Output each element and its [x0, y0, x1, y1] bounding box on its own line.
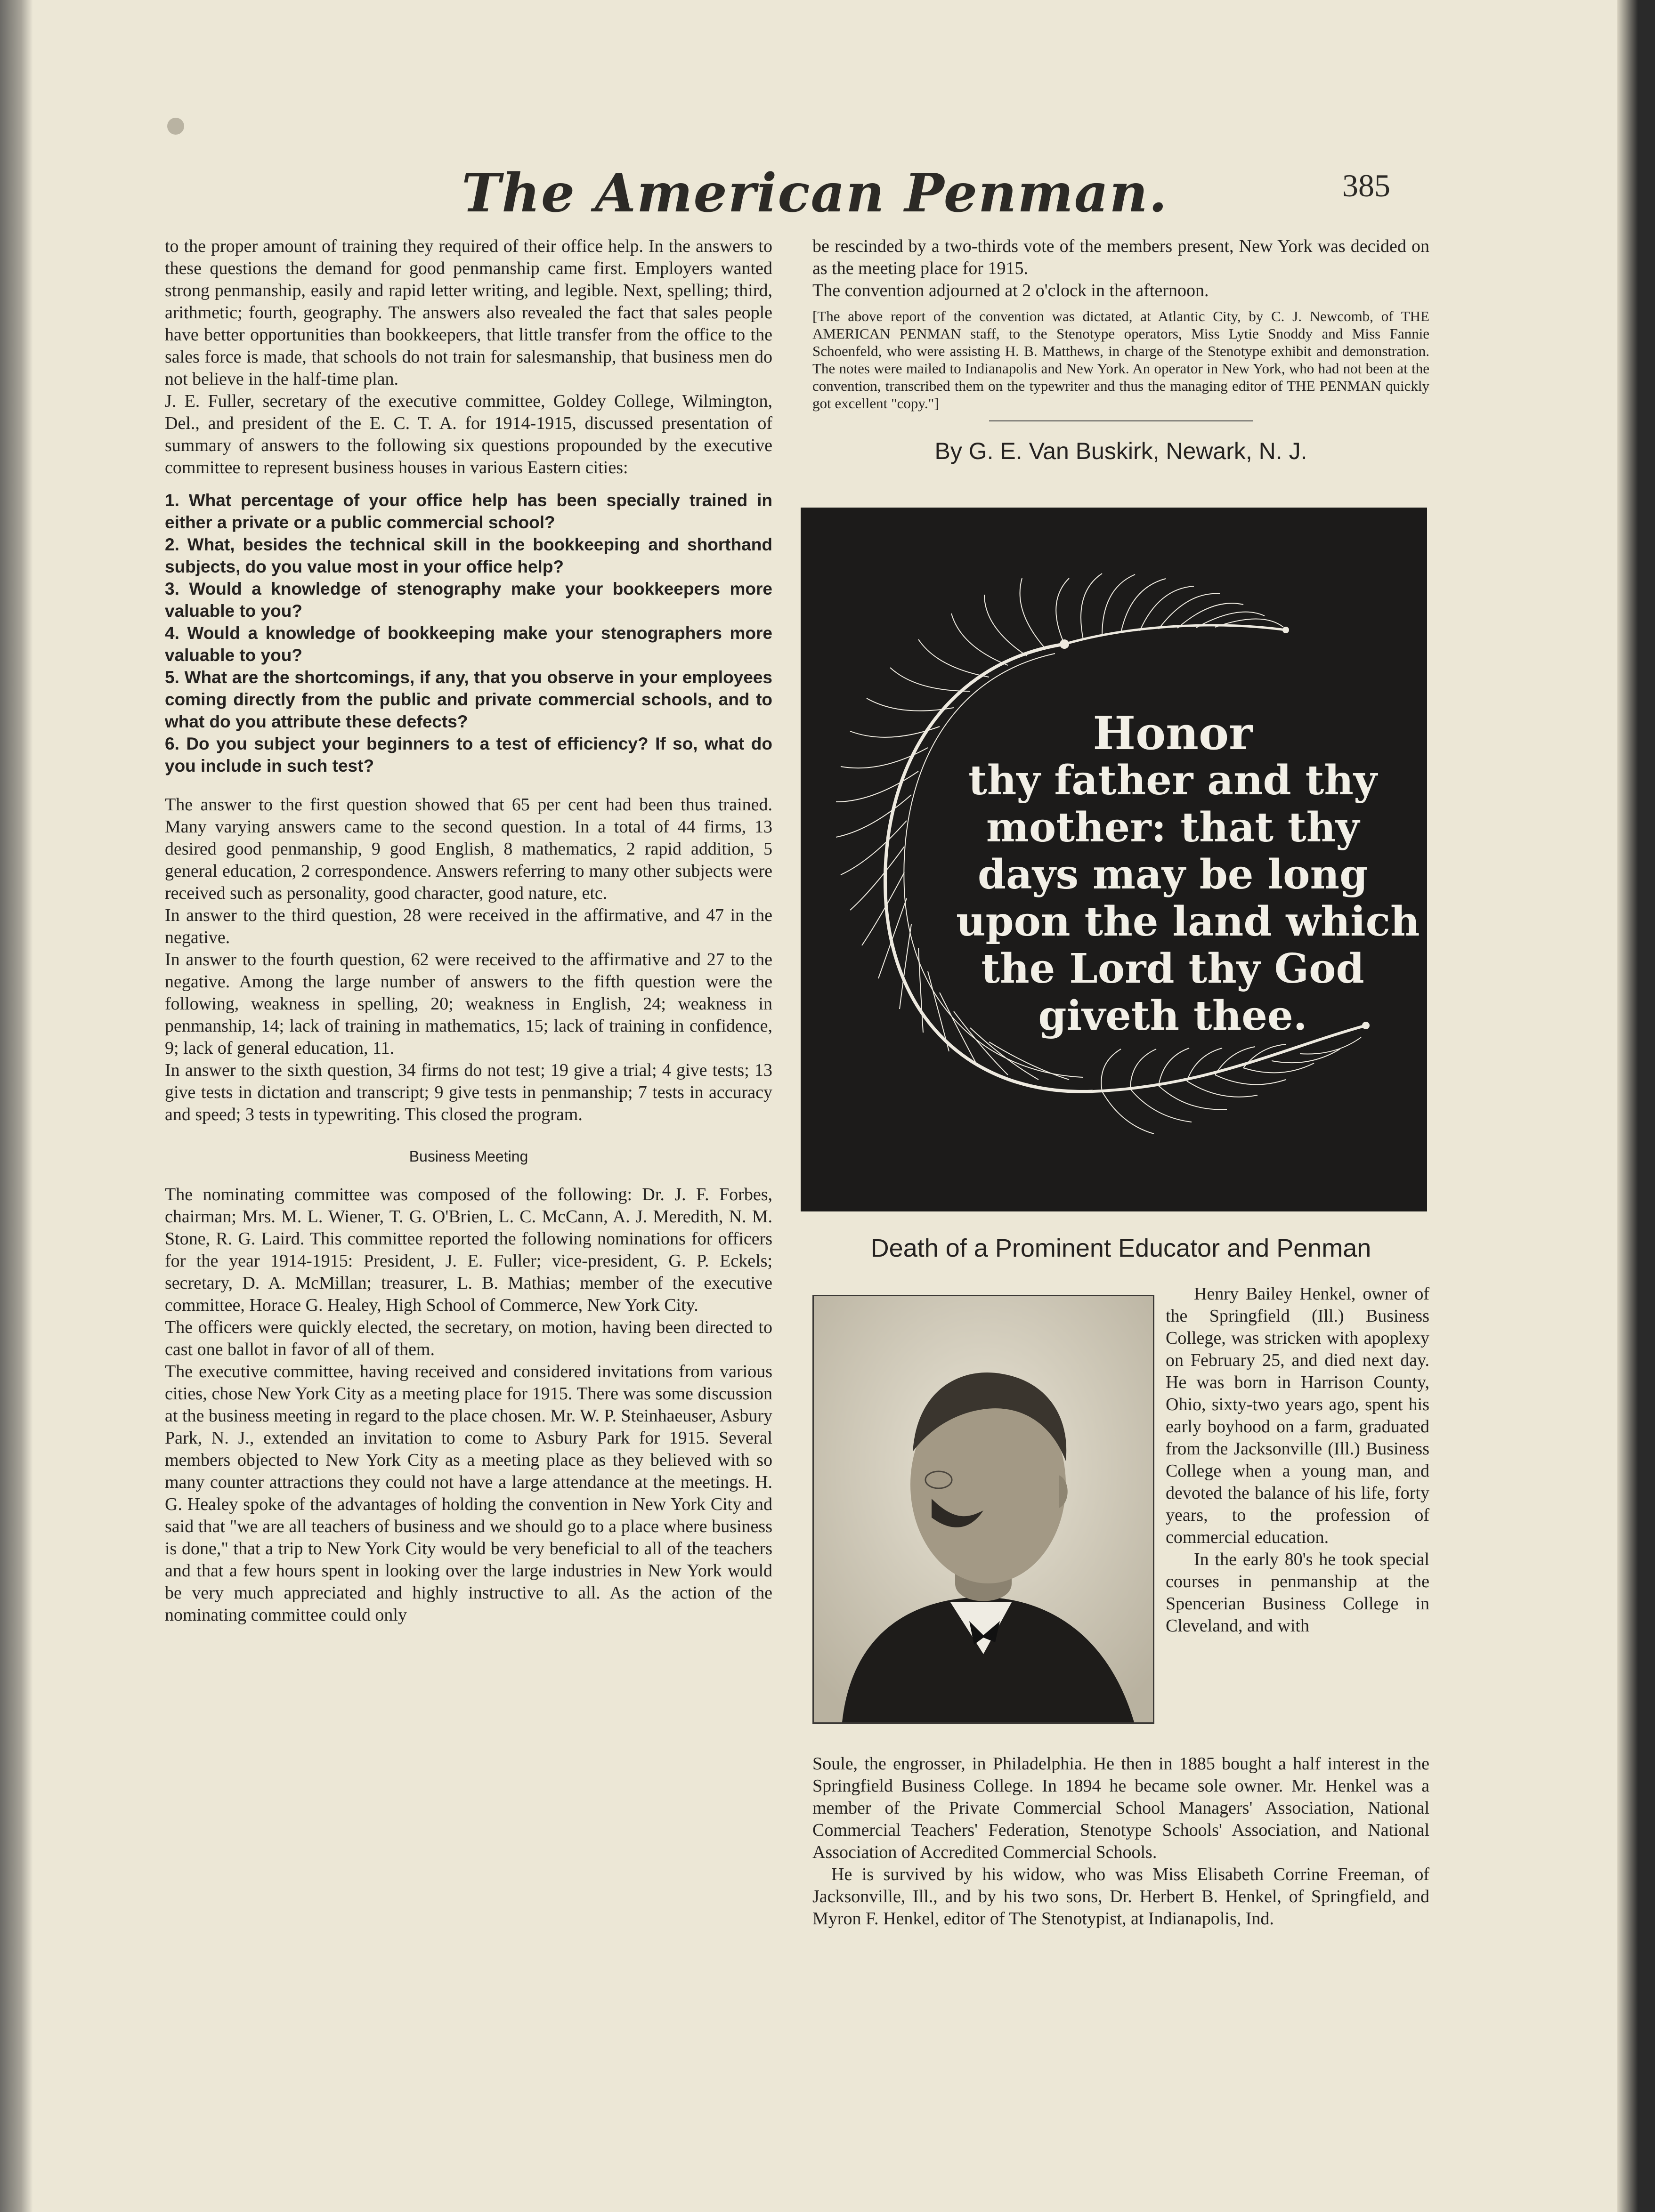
obituary-heading: Death of a Prominent Educator and Penman: [870, 1234, 1371, 1262]
artwork-line: mother: that thy: [986, 804, 1360, 851]
question-item: 5. What are the shortcomings, if any, that you observe in your employees coming directly from the public and private commercial schools, and to what do you attribute these defects?: [165, 668, 772, 731]
paragraph: In answer to the sixth question, 34 firms do not test; 19 give a trial; 4 give tests; 13 give tests in dictation and transcript; 9 give tests in penmanship; 7 tests in accuracy and speed; 3 tests in typewriting. This closed the program.: [165, 1060, 772, 1124]
question-item: 6. Do you subject your beginners to a test of efficiency? If so, what do you include in such test?: [165, 734, 772, 775]
questions-list: [165, 489, 772, 777]
artwork-line: Honor: [1093, 707, 1253, 760]
paragraph: be rescinded by a two-thirds vote of the members present, New York was decided on as the meeting place for 1915.: [812, 236, 1429, 278]
portrait-photo: [812, 1295, 1154, 1724]
paragraph: to the proper amount of training they required of their office help. In the answers to these questions the demand for good penmanship came first. Employers wanted strong penmanship, easily and rapid letter writing, and legible. Next, spelling; third, arithmetic; fourth, geography. The answers also revealed the fact that sales people have better opportunities than bookkeepers, that little transfer from the office to the sales force is made, that schools do not train for salesmanship, that business men do not believe in the half-time plan.: [165, 236, 772, 389]
paragraph: Soule, the engrosser, in Philadelphia. He then in 1885 bought a half interest in the Springfield Business College. In 1894 he became sole owner. Mr. Henkel was a member of the Private Commercial School Managers' Association, National Commercial Teachers' Federation, Stenotype Schools' Association, and National Association of Accredited Commercial Schools.: [812, 1754, 1429, 1862]
portrait-image: [814, 1296, 1153, 1722]
paragraph: In the early 80's he took special courses in penmanship at the Spencerian Business College in Cleveland, and with: [1166, 1550, 1429, 1636]
paragraph: The answer to the first question showed that 65 per cent had been thus trained. Many varying answers came to the second question. In a total of 44 firms, 13 desired good penmanship, 9 good English, 8 mathematics, 2 rapid addition, 5 general education, 2 correspondence. Answers referring to many other subjects were received such as personality, good character, good nature, etc.: [165, 795, 772, 903]
artwork-line: the Lord thy God: [981, 945, 1364, 993]
question-item: 3. Would a knowledge of stenography make your bookkeepers more valuable to you?: [165, 579, 772, 621]
paragraph: In answer to the third question, 28 were received in the affirmative, and 47 in the negative.: [165, 905, 772, 947]
paragraph: The convention adjourned at 2 o'clock in the afternoon.: [812, 281, 1209, 300]
artwork-line: thy father and thy: [968, 757, 1377, 804]
paper-spot: [167, 118, 184, 135]
paragraph: Henry Bailey Henkel, owner of the Springfield (Ill.) Business College, was stricken with apoplexy on February 25, and died next day. He was born in Harrison County, Ohio, sixty-two years ago, spent his early boyhood on a farm, graduated from the Jacksonville (Ill.) Business College when a young man, and devoted the balance of his life, forty years, to the profession of commercial education.: [1166, 1284, 1429, 1547]
question-item: 2. What, besides the technical skill in the bookkeeping and shorthand subjects, do you value most in your office help?: [165, 535, 772, 576]
artwork-line: giveth thee.: [1038, 992, 1307, 1040]
right-column: [812, 235, 1429, 462]
page-number: 385: [1342, 168, 1390, 203]
editor-note: [The above report of the convention was dictated, at Atlantic City, by C. J. Newcomb, of THE AMERICAN PENMAN staff, to the Stenotype operators, Miss Lytie Snoddy and Miss Fannie Schoenfeld, who were assisting H. B. Matthews, in charge of the Stenotype exhibit and demonstration. The notes were mailed to Indianapolis and New York. An operator in New York, who had not been at the convention, transcribed them on the typewriter and thus the managing editor of THE PENMAN quickly got excellent "copy."]: [812, 308, 1429, 412]
paragraph: The nominating committee was composed of the following: Dr. J. F. Forbes, chairman; Mrs. M. L. Wiener, T. G. O'Brien, L. C. McCann, A. J. Meredith, N. M. Stone, R. G. Laird. This committee reported the following nominations for officers for the year 1914-1915: President, J. E. Fuller; vice-president, G. P. Eckels; secretary, D. A. McMillan; treasurer, L. B. Mathias; member of the executive committee, Horace G. Healey, High School of Commerce, New York City.: [165, 1185, 772, 1315]
paragraph: The executive committee, having received and considered invitations from various cities, chose New York City as a meeting place for 1915. There was some discussion at the business meeting in regard to the place chosen. Mr. W. P. Steinhaeuser, Asbury Park, N. J., extended an invitation to come to Asbury Park for 1915. Several members objected to New York City as a meeting place as they believed with so many counter attractions they could not have a large attendance at the meetings. H. G. Healey spoke of the advantages of holding the convention in New York City and said that "we are all teachers of business and we should go to a place where business is done," that a trip to New York City would be very beneficial to all of the teachers and that a few hours spent in looking over the large industries in New York would be very much appreciated and highly instructive to all. As the action of the nominating committee could only: [165, 1362, 772, 1625]
page-edge-shadow: [1617, 0, 1655, 2212]
divider: [989, 420, 1253, 421]
question-item: 1. What percentage of your office help has been specially trained in either a private or a public commercial school?: [165, 491, 772, 532]
left-column: [165, 235, 772, 1626]
masthead: The American Penman.: [462, 162, 1168, 224]
artwork-line: days may be long: [977, 851, 1368, 898]
paragraph: The officers were quickly elected, the secretary, on motion, having been directed to cast one ballot in favor of all of them.: [165, 1317, 772, 1359]
question-item: 4. Would a knowledge of bookkeeping make your stenographers more valuable to you?: [165, 623, 772, 665]
byline: By G. E. Van Buskirk, Newark, N. J.: [934, 438, 1307, 464]
paragraph: J. E. Fuller, secretary of the executive committee, Goldey College, Wilmington, Del., and president of the E. C. T. A. for 1914-1915, discussed presentation of summary of answers to the following six questions propounded by the executive committee to represent business houses in various Eastern cities:: [165, 391, 772, 477]
paragraph: In answer to the fourth question, 62 were received to the affirmative and 27 to the negative. Among the large number of answers to the fifth question were the following, weakness in spelling, 20; weakness in English, 24; weakness in penmanship, 14; lack of training in mathematics, 15; lack of training in confidence, 9; lack of general education, 11.: [165, 950, 772, 1058]
paragraph: He is survived by his widow, who was Miss Elisabeth Corrine Freeman, of Jacksonville, Ill., and by his two sons, Dr. Herbert B. Henkel, of Springfield, and Myron F. Henkel, editor of The Stenotypist, at Indianapolis, Ind.: [812, 1865, 1429, 1929]
scripture-text: [956, 707, 1420, 1040]
binding-shadow: [0, 0, 33, 2212]
obituary-bottom-column: [812, 1753, 1429, 1930]
penmanship-artwork: [801, 508, 1427, 1211]
obituary-side-column: [1166, 1283, 1429, 1637]
artwork-line: upon the land which: [956, 898, 1420, 945]
business-meeting-heading: Business Meeting: [409, 1148, 528, 1165]
